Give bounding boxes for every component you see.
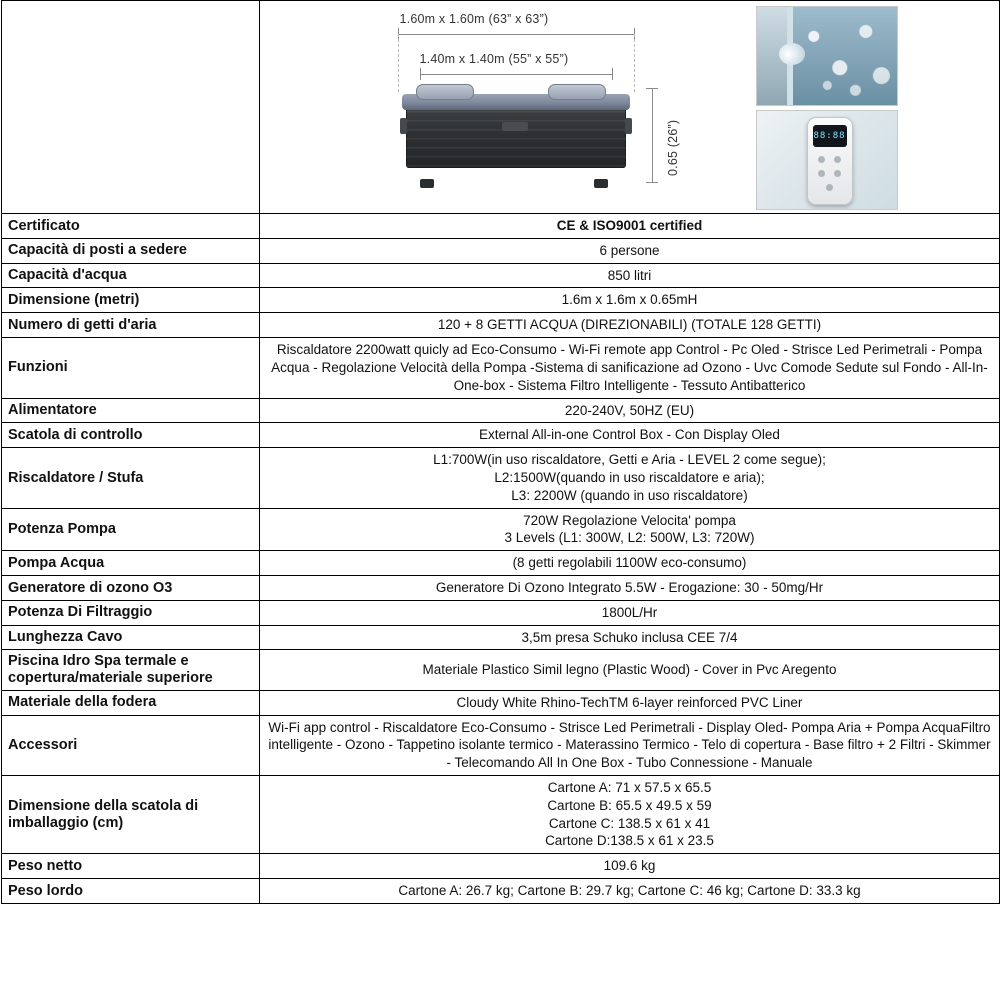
- row-value: [260, 690, 1000, 715]
- row-label: Generatore di ozono O3: [2, 576, 260, 601]
- table-row: [2, 776, 1000, 854]
- row-label: Capacità d'acqua: [2, 263, 260, 288]
- table-row: [2, 650, 1000, 690]
- inner-dimension-tick-right: [612, 68, 613, 80]
- table-row: [2, 715, 1000, 775]
- row-value-line: Riscaldatore 2200watt quicly ad Eco-Consumo - Wi-Fi remote app Control - Pc Oled - Strisce Led Perimetrali - Pompa Acqua - Regolazione Velocità della Pompa -Sistema di sanificazione ad Ozono - Uvc Comode Sedute sul Fondo - All-In-One-box - Sistema Filtro Intelligente - Tessuto Antibatterico: [271, 342, 988, 393]
- row-value-line: 720W Regolazione Velocita' pompa: [523, 512, 736, 528]
- row-value-line: 6 persone: [599, 242, 660, 258]
- specifications-table: [1, 0, 1000, 904]
- height-dimension-tick-bottom: [646, 182, 658, 183]
- spa-side-handle-right: [625, 118, 632, 134]
- row-value: [260, 398, 1000, 423]
- row-value-line: Generatore Di Ozono Integrato 5.5W - Erogazione: 30 - 50mg/Hr: [435, 580, 824, 595]
- inner-dimension-line: [420, 74, 612, 75]
- table-row: [2, 263, 1000, 288]
- table-row: [2, 448, 1000, 508]
- table-row: [2, 288, 1000, 313]
- row-label: Peso lordo: [2, 879, 260, 904]
- row-value-line: 109.6 kg: [603, 858, 656, 874]
- table-body: [2, 1, 1000, 904]
- row-label: Accessori: [2, 715, 260, 775]
- row-value: [260, 448, 1000, 508]
- table-row: [2, 398, 1000, 423]
- row-value-line: 1800L/Hr: [601, 604, 658, 620]
- outer-dimension-label: 1.60m x 1.60m (63” x 63”): [399, 12, 549, 26]
- table-row: [2, 879, 1000, 904]
- row-value-line: Cartone B: 65.5 x 49.5 x 59: [547, 797, 712, 813]
- row-value: [260, 263, 1000, 288]
- row-value: [260, 776, 1000, 854]
- row-value-line: Cloudy White Rhino-TechTM 6-layer reinforced PVC Liner: [456, 694, 803, 710]
- row-label: Riscaldatore / Stufa: [2, 448, 260, 508]
- row-value-line: Cartone C: 138.5 x 61 x 41: [548, 815, 711, 831]
- row-value-line: Cartone A: 71 x 57.5 x 65.5: [547, 780, 712, 796]
- row-value: [260, 508, 1000, 551]
- product-photos: [756, 4, 896, 212]
- row-value: [260, 625, 1000, 650]
- hero-row: [2, 1, 1000, 214]
- row-label: Dimensione (metri): [2, 288, 260, 313]
- row-value-line: CE & ISO9001 certified: [556, 218, 703, 233]
- table-row: [2, 854, 1000, 879]
- row-value-line: 120 + 8 GETTI ACQUA (DIREZIONABILI) (TOTALE 128 GETTI): [437, 317, 822, 333]
- spa-front-panel: [502, 122, 528, 131]
- row-value-line: Materiale Plastico Simil legno (Plastic Wood) - Cover in Pvc Aregento: [422, 662, 837, 678]
- row-value-line: External All-in-one Control Box - Con Display Oled: [479, 427, 780, 443]
- control-remote-photo: [756, 110, 898, 210]
- row-label: Pompa Acqua: [2, 551, 260, 576]
- row-label: Scatola di controllo: [2, 423, 260, 448]
- hero-illustration: [266, 4, 993, 210]
- row-value-line: 850 litri: [607, 267, 652, 283]
- table-row: [2, 690, 1000, 715]
- row-label: Materiale della fodera: [2, 690, 260, 715]
- row-label: Piscina Idro Spa termale e copertura/materiale superiore: [2, 650, 260, 690]
- outer-dimension-line: [398, 34, 634, 35]
- row-value: [260, 576, 1000, 601]
- spa-body: [406, 102, 626, 168]
- row-value-line: Cartone D:138.5 x 61 x 23.5: [545, 833, 714, 849]
- remote-button-3: [818, 170, 825, 177]
- remote-button-2: [834, 156, 841, 163]
- row-label: Capacità di posti a sedere: [2, 238, 260, 263]
- row-value-line: 3,5m presa Schuko inclusa CEE 7/4: [521, 629, 738, 645]
- hero-image-cell: [260, 1, 1000, 214]
- table-row: [2, 576, 1000, 601]
- row-value-line: Cartone A: 26.7 kg; Cartone B: 29.7 kg; Cartone C: 46 kg; Cartone D: 33.3 kg: [398, 883, 861, 899]
- row-value-line: L1:700W(in uso riscaldatore, Getti e Aria - LEVEL 2 come segue);: [433, 452, 826, 468]
- row-value: [260, 600, 1000, 625]
- row-value: [260, 551, 1000, 576]
- inner-dimension-tick-left: [420, 68, 421, 80]
- height-dimension-label: 0.65 (26”): [665, 119, 680, 176]
- row-value-line: (8 getti regolabili 1100W eco-consumo): [512, 555, 747, 571]
- height-dimension-tick-top: [646, 88, 658, 89]
- table-row: [2, 338, 1000, 398]
- spa-dimension-drawing: [364, 4, 694, 210]
- row-label: Alimentatore: [2, 398, 260, 423]
- remote-button-1: [818, 156, 825, 163]
- table-row: [2, 600, 1000, 625]
- remote-body: [807, 117, 853, 205]
- water-bubbles: [793, 7, 897, 105]
- row-value: [260, 338, 1000, 398]
- row-label: Potenza Di Filtraggio: [2, 600, 260, 625]
- row-value-line: L3: 2200W (quando in uso riscaldatore): [511, 487, 748, 503]
- row-value-line: 220-240V, 50HZ (EU): [564, 402, 695, 418]
- spa-headrest-left: [416, 84, 474, 100]
- row-value: [260, 238, 1000, 263]
- hydro-jet-photo: [756, 6, 898, 106]
- row-value: [260, 879, 1000, 904]
- row-label: Dimensione della scatola di imballaggio (cm): [2, 776, 260, 854]
- row-value-line: Wi-Fi app control - Riscaldatore Eco-Consumo - Strisce Led Perimetrali - Display Oled- Pompa Aria + Pompa AcquaFiltro intelligente - Ozono - Tappetino isolante termico - Materassino Termico - Telo di copertura - Base filtro + 2 Filtri - Skimmer - Telecomando All In One Box - Tubo Connessione - Manuale: [268, 719, 991, 771]
- table-row: [2, 214, 1000, 239]
- table-row: [2, 508, 1000, 551]
- hero-empty-cell: [2, 1, 260, 214]
- remote-button-5: [826, 184, 833, 191]
- row-label: Peso netto: [2, 854, 260, 879]
- row-value: [260, 715, 1000, 775]
- remote-button-4: [834, 170, 841, 177]
- jet-nozzle: [779, 43, 805, 65]
- guide-right: [634, 34, 635, 92]
- row-value-line: 1.6m x 1.6m x 0.65mH: [561, 292, 698, 308]
- guide-left: [398, 34, 399, 92]
- spa-foot-right: [594, 179, 608, 188]
- table-row: [2, 313, 1000, 338]
- row-value: [260, 854, 1000, 879]
- table-row: [2, 423, 1000, 448]
- row-value: [260, 214, 1000, 239]
- inner-dimension-label: 1.40m x 1.40m (55” x 55”): [419, 52, 569, 66]
- table-row: [2, 551, 1000, 576]
- row-label: Lunghezza Cavo: [2, 625, 260, 650]
- remote-oled-display: 88:88: [813, 125, 847, 147]
- spa-illustration: [398, 88, 634, 180]
- row-value: [260, 313, 1000, 338]
- row-value-line: L2:1500W(quando in uso riscaldatore e aria);: [494, 469, 765, 485]
- row-label: Potenza Pompa: [2, 508, 260, 551]
- row-label: Numero di getti d'aria: [2, 313, 260, 338]
- spa-headrest-right: [548, 84, 606, 100]
- row-label: Funzioni: [2, 338, 260, 398]
- height-dimension-line: [652, 88, 653, 182]
- spa-side-handle-left: [400, 118, 407, 134]
- row-value: [260, 423, 1000, 448]
- row-value-line: 3 Levels (L1: 300W, L2: 500W, L3: 720W): [504, 530, 755, 546]
- table-row: [2, 238, 1000, 263]
- row-value: [260, 650, 1000, 690]
- row-label: Certificato: [2, 214, 260, 239]
- spa-foot-left: [420, 179, 434, 188]
- row-value: [260, 288, 1000, 313]
- table-row: [2, 625, 1000, 650]
